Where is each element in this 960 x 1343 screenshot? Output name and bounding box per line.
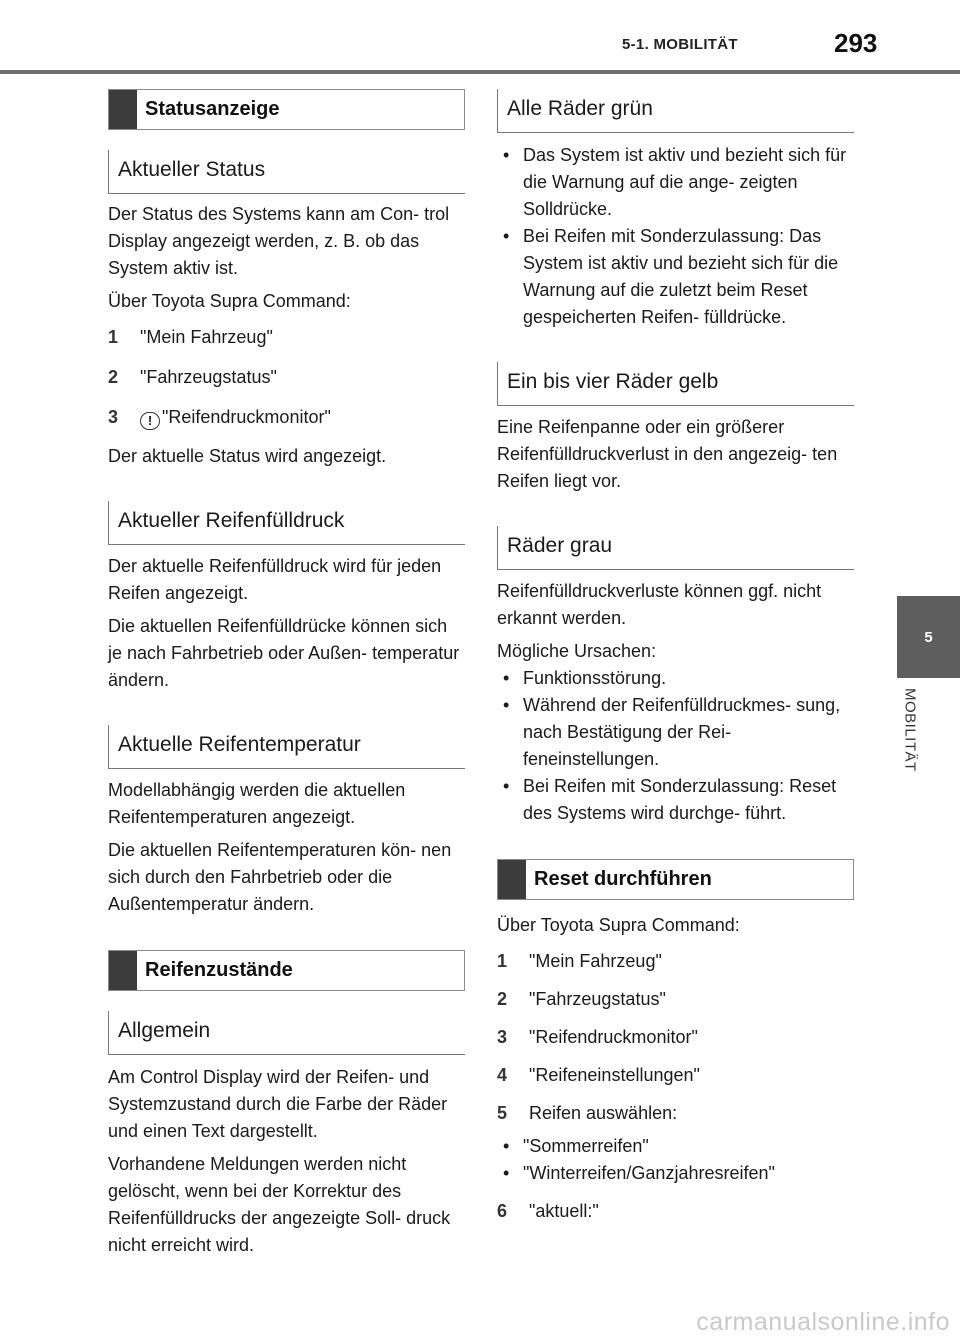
subheading-gelb: Ein bis vier Räder gelb [497,362,854,406]
step-number: 6 [497,1201,508,1221]
step-text: "aktuell:" [529,1201,599,1221]
left-column [108,89,465,1259]
step-text: "Mein Fahrzeug" [140,327,273,347]
step-number: 5 [497,1103,508,1123]
watermark: carmanualsonline.info [696,1308,950,1336]
bullet-mark: • [503,668,510,688]
paragraph: Vorhandene Meldungen werden nicht gelöscht, wenn bei der Korrektur des Reifenfülldrucks der angezeigte Soll- druck nicht erreicht wird. [108,1154,451,1255]
paragraph: Die aktuellen Reifentemperaturen kön- nen sich durch den Fahrbetrieb oder die Außentemperatur ändern. [108,840,452,914]
bullet-mark: • [503,145,510,165]
paragraph: Die aktuellen Reifenfülldrücke können sich je nach Fahrbetrieb oder Außen- temperatur ändern. [108,616,460,690]
heading-text: Statusanzeige [145,98,280,120]
step-number: 2 [108,367,119,387]
page-number: 293 [834,28,878,58]
chapter-label [898,688,938,798]
tire-warning-icon: ! [140,412,160,430]
paragraph: Am Control Display wird der Reifen- und Systemzustand durch die Farbe der Räder und einen Text dargestellt. [108,1067,448,1141]
subheading-allgemein: Allgemein [108,1011,465,1055]
step-text: "Fahrzeugstatus" [529,989,666,1009]
step-text: "Reifendruckmonitor" [162,407,331,427]
bullet-mark: • [503,695,510,715]
bullet-item [497,1133,854,1160]
step-text: "Reifendruckmonitor" [529,1027,698,1047]
bullet-item [497,223,854,331]
heading-bar [109,90,137,129]
step-number: 2 [497,989,508,1009]
paragraph: Modellabhängig werden die aktuellen Reifentemperaturen angezeigt. [108,780,406,827]
chapter-tab [897,596,960,678]
step-item [497,1100,854,1127]
bullet-text: Bei Reifen mit Sonderzulassung: Reset des Systems wird durchge- führt. [523,776,837,823]
bullet-mark: • [503,226,510,246]
bullet-text: "Sommerreifen" [523,1136,649,1156]
chapter-label-text: MOBILITÄT [901,688,919,772]
right-column [497,89,854,1225]
subheading-reifenfuelldruck: Aktueller Reifenfülldruck [108,501,465,545]
paragraph: Der aktuelle Reifenfülldruck wird für jeden Reifen angezeigt. [108,556,442,603]
paragraph: Über Toyota Supra Command: [108,291,351,311]
step-item [108,404,465,431]
header-rule [0,70,960,74]
bullet-mark: • [503,1136,510,1156]
bullet-item [497,692,854,773]
step-text: "Reifeneinstellungen" [529,1065,700,1085]
paragraph: Über Toyota Supra Command: [497,915,740,935]
step-item [497,1062,854,1089]
bullet-item [497,1160,854,1187]
paragraph: Reifenfülldruckverluste können ggf. nicht erkannt werden. [497,581,822,628]
bullet-item [497,773,854,827]
step-item [108,364,465,391]
heading-reset [497,859,854,900]
step-item [497,1198,854,1225]
step-item [497,1024,854,1051]
step-text: "Fahrzeugstatus" [140,367,277,387]
heading-bar [498,860,526,899]
heading-text: Reset durchführen [534,868,712,890]
step-item [497,986,854,1013]
step-number: 3 [497,1027,508,1047]
paragraph: Eine Reifenpanne oder ein größerer Reifenfülldruckverlust in den angezeig- ten Reifen liegt vor. [497,417,838,491]
step-text: "Mein Fahrzeug" [529,951,662,971]
subheading-gruen: Alle Räder grün [497,89,854,133]
subheading-reifentemperatur: Aktuelle Reifentemperatur [108,725,465,769]
step-number: 1 [108,327,119,347]
paragraph: Der Status des Systems kann am Con- trol Display angezeigt werden, z. B. ob das System aktiv ist. [108,204,450,278]
section-title: 5-1. MOBILITÄT [622,36,738,53]
bullet-text: Während der Reifenfülldruckmes- sung, nach Bestätigung der Rei- feneinstellungen. [523,695,841,769]
bullet-text: Funktionsstörung. [523,668,667,688]
paragraph: Der aktuelle Status wird angezeigt. [108,446,387,466]
step-number: 1 [497,951,508,971]
bullet-text: "Winterreifen/Ganzjahresreifen" [523,1163,775,1183]
subheading-grau: Räder grau [497,526,854,570]
step-item [497,948,854,975]
subheading-aktueller-status: Aktueller Status [108,150,465,194]
chapter-number: 5 [924,628,933,646]
step-text: Reifen auswählen: [529,1103,678,1123]
step-item [108,324,465,351]
heading-reifenzustaende [108,950,465,991]
step-number: 4 [497,1065,508,1085]
bullet-text: Das System ist aktiv und bezieht sich für die Warnung auf die ange- zeigten Solldrücke. [523,145,847,219]
heading-text: Reifenzustände [145,959,293,981]
bullet-mark: • [503,1163,510,1183]
paragraph: Mögliche Ursachen: [497,641,657,661]
bullet-mark: • [503,776,510,796]
bullet-text: Bei Reifen mit Sonderzulassung: Das System ist aktiv und bezieht sich für die Warnung auf die zuletzt beim Reset gespeicherten Reifen- fülldrücke. [523,226,839,327]
step-number: 3 [108,407,119,427]
bullet-item [497,665,854,692]
heading-statusanzeige [108,89,465,130]
bullet-item [497,142,854,223]
heading-bar [109,951,137,990]
